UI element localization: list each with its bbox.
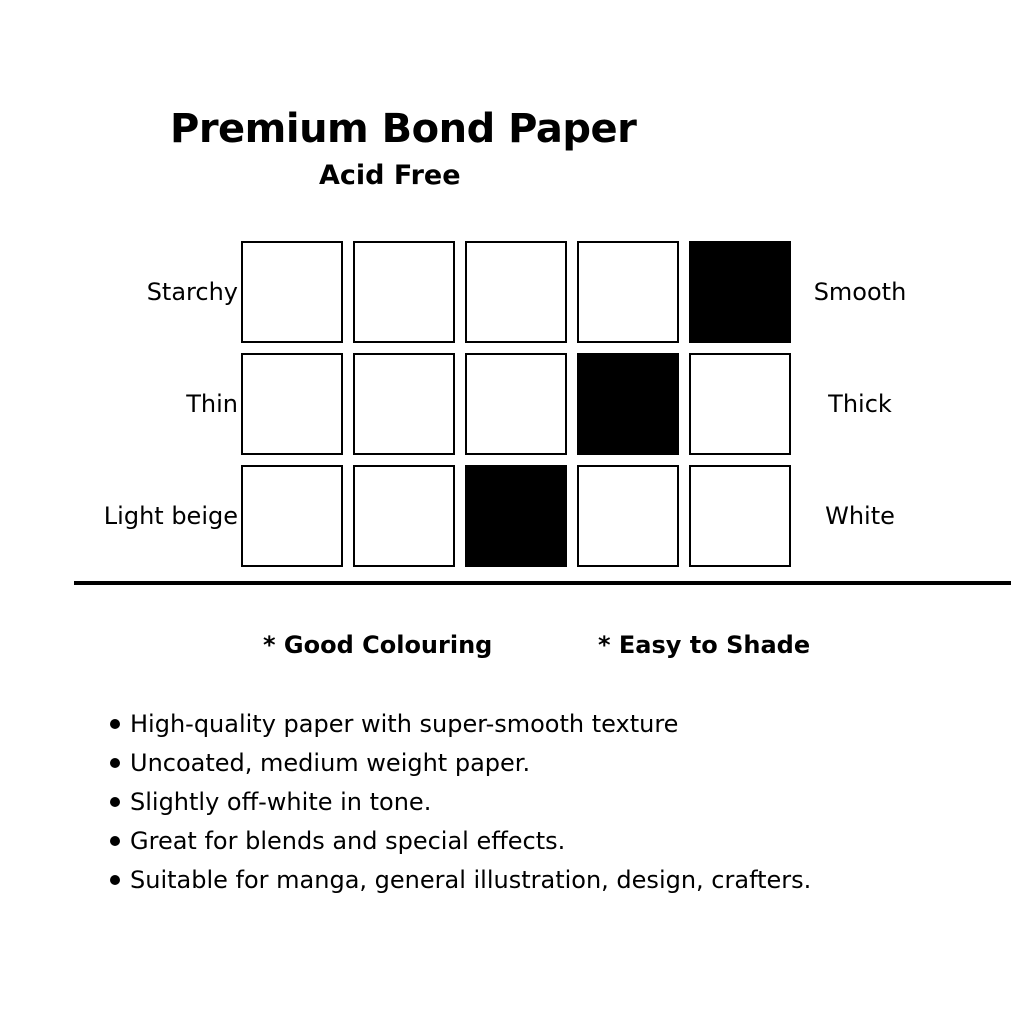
feature-bullet-list [110, 705, 811, 900]
scale-box [465, 241, 567, 343]
bullet-item [110, 822, 811, 861]
scale-box [577, 465, 679, 567]
bullet-item [110, 861, 811, 900]
page-title: Premium Bond Paper [170, 106, 637, 152]
scale-box-selected [577, 353, 679, 455]
scale-row-thin-thick [0, 353, 1024, 455]
scale-box [465, 353, 567, 455]
scale-right-label: Smooth [813, 278, 907, 306]
scale-box [353, 353, 455, 455]
scale-right-label: Thick [828, 390, 892, 418]
scale-box [241, 353, 343, 455]
bullet-dot-icon [110, 836, 120, 846]
scale-box [577, 241, 679, 343]
bullet-item [110, 783, 811, 822]
scale-right-label: White [825, 502, 895, 530]
bullet-text: Uncoated, medium weight paper. [130, 749, 531, 777]
scale-row-beige-white [0, 465, 1024, 567]
feature-easy-to-shade: * Easy to Shade [598, 631, 811, 659]
scale-box [241, 465, 343, 567]
scale-row-starchy-smooth [0, 241, 1024, 343]
scale-left-label: Thin [186, 390, 238, 418]
bullet-dot-icon [110, 875, 120, 885]
scale-left-label: Starchy [146, 278, 238, 306]
scale-box [353, 465, 455, 567]
scale-box [241, 241, 343, 343]
page-subtitle: Acid Free [319, 160, 461, 191]
scale-box [353, 241, 455, 343]
section-divider [74, 581, 1011, 585]
bullet-dot-icon [110, 719, 120, 729]
bullet-text: Slightly off-white in tone. [130, 788, 432, 816]
scale-left-label: Light beige [103, 502, 238, 530]
bullet-dot-icon [110, 758, 120, 768]
scale-box-selected [465, 465, 567, 567]
bullet-text: Suitable for manga, general illustration, design, crafters. [130, 866, 812, 894]
bullet-text: High-quality paper with super-smooth texture [130, 710, 679, 738]
feature-good-colouring: * Good Colouring [263, 631, 493, 659]
bullet-item [110, 744, 811, 783]
bullet-dot-icon [110, 797, 120, 807]
bullet-text: Great for blends and special effects. [130, 827, 566, 855]
bullet-item [110, 705, 811, 744]
